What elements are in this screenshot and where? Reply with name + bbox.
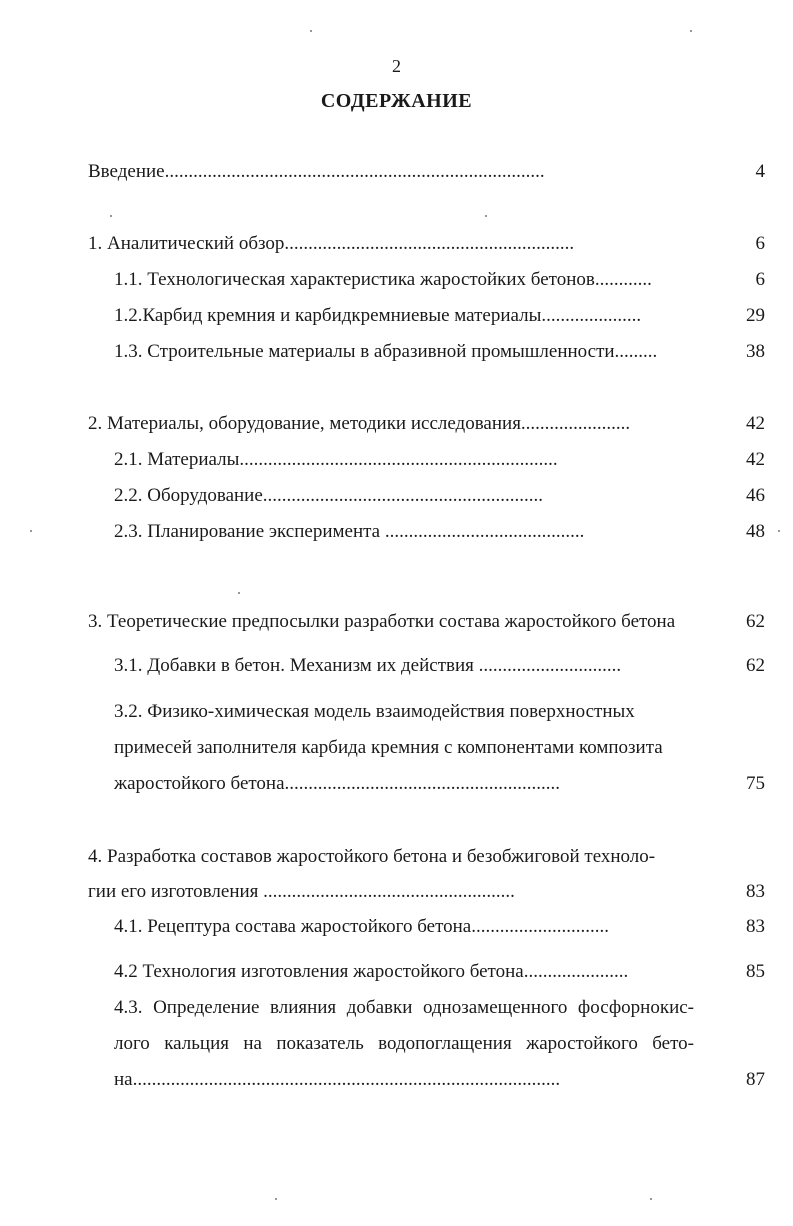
toc-entry-2-3: 2.3. Планирование эксперимента .......................................... [114,521,585,542]
toc-entry-3-2-line-3: жаростойкого бетона.......................................................... [114,773,561,794]
toc-page-3-2: 75 [746,773,765,794]
toc-page-1-1: 6 [755,269,765,290]
toc-page-4-1: 83 [746,916,765,937]
scan-speck [238,592,240,594]
toc-entry-4-3-line-2: лого кальция на показатель водопоглащения жаростойкого бето- [114,1033,694,1054]
toc-entry-3-2-line-2: примесей заполнителя карбида кремния с компонентами композита [114,737,663,758]
scan-speck [275,1198,277,1200]
scan-speck [485,215,487,217]
toc-entry-section-2: 2. Материалы, оборудование, методики исследования....................... [88,413,631,434]
scan-speck [110,215,112,217]
toc-entry-3-1: 3.1. Добавки в бетон. Механизм их действия .............................. [114,655,622,676]
toc-entry-section-4-line-1: 4. Разработка составов жаростойкого бетона и безобжиговой техноло- [88,846,656,867]
toc-entry-intro: Введение................................................................................ [88,161,545,182]
scan-speck [30,530,32,532]
scan-speck [310,30,312,32]
toc-page-3-1: 62 [746,655,765,676]
toc-page-section-2: 42 [746,413,765,434]
toc-page-4-2: 85 [746,961,765,982]
page-number: 2 [392,56,401,76]
toc-entry-section-3: 3. Теоретические предпосылки разработки состава жаростойкого бетона [88,611,676,632]
toc-page-2-3: 48 [746,521,765,542]
toc-entry-4-2: 4.2 Технология изготовления жаростойкого бетона...................... [114,961,629,982]
scan-speck [690,30,692,32]
toc-page-2-2: 46 [746,485,765,506]
toc-page-section-3: 62 [746,611,765,632]
toc-entry-1-3: 1.3. Строительные материалы в абразивной промышленности......... [114,341,658,362]
toc-page-4-3: 87 [746,1069,765,1090]
toc-entry-2-2: 2.2. Оборудование........................................................... [114,485,544,506]
toc-entry-4-3-line-1: 4.3. Определение влияния добавки однозамещенного фосфорнокис- [114,997,694,1018]
scan-speck [650,1198,652,1200]
toc-page-section-1: 6 [755,233,765,254]
toc-page-intro: 4 [755,161,765,182]
toc-entry-2-1: 2.1. Материалы................................................................... [114,449,558,470]
toc-entry-section-4-line-2: гии его изготовления ..................................................... [88,881,515,902]
toc-page-1-3: 38 [746,341,765,362]
toc-page-2-1: 42 [746,449,765,470]
toc-entry-3-2-line-1: 3.2. Физико-химическая модель взаимодействия поверхностных [114,701,635,722]
toc-entry-4-1: 4.1. Рецептура состава жаростойкого бетона............................. [114,916,609,937]
toc-entry-1-1: 1.1. Технологическая характеристика жаростойких бетонов............ [114,269,652,290]
scan-speck [778,530,780,532]
toc-page-section-4: 83 [746,881,765,902]
toc-entry-1-2: 1.2.Карбид кремния и карбидкремниевые материалы..................... [114,305,642,326]
page-title: СОДЕРЖАНИЕ [320,90,473,112]
toc-entry-4-3-line-3: на.......................................................................................... [114,1069,561,1090]
toc-page-1-2: 29 [746,305,765,326]
toc-entry-section-1: 1. Аналитический обзор............................................................. [88,233,575,254]
